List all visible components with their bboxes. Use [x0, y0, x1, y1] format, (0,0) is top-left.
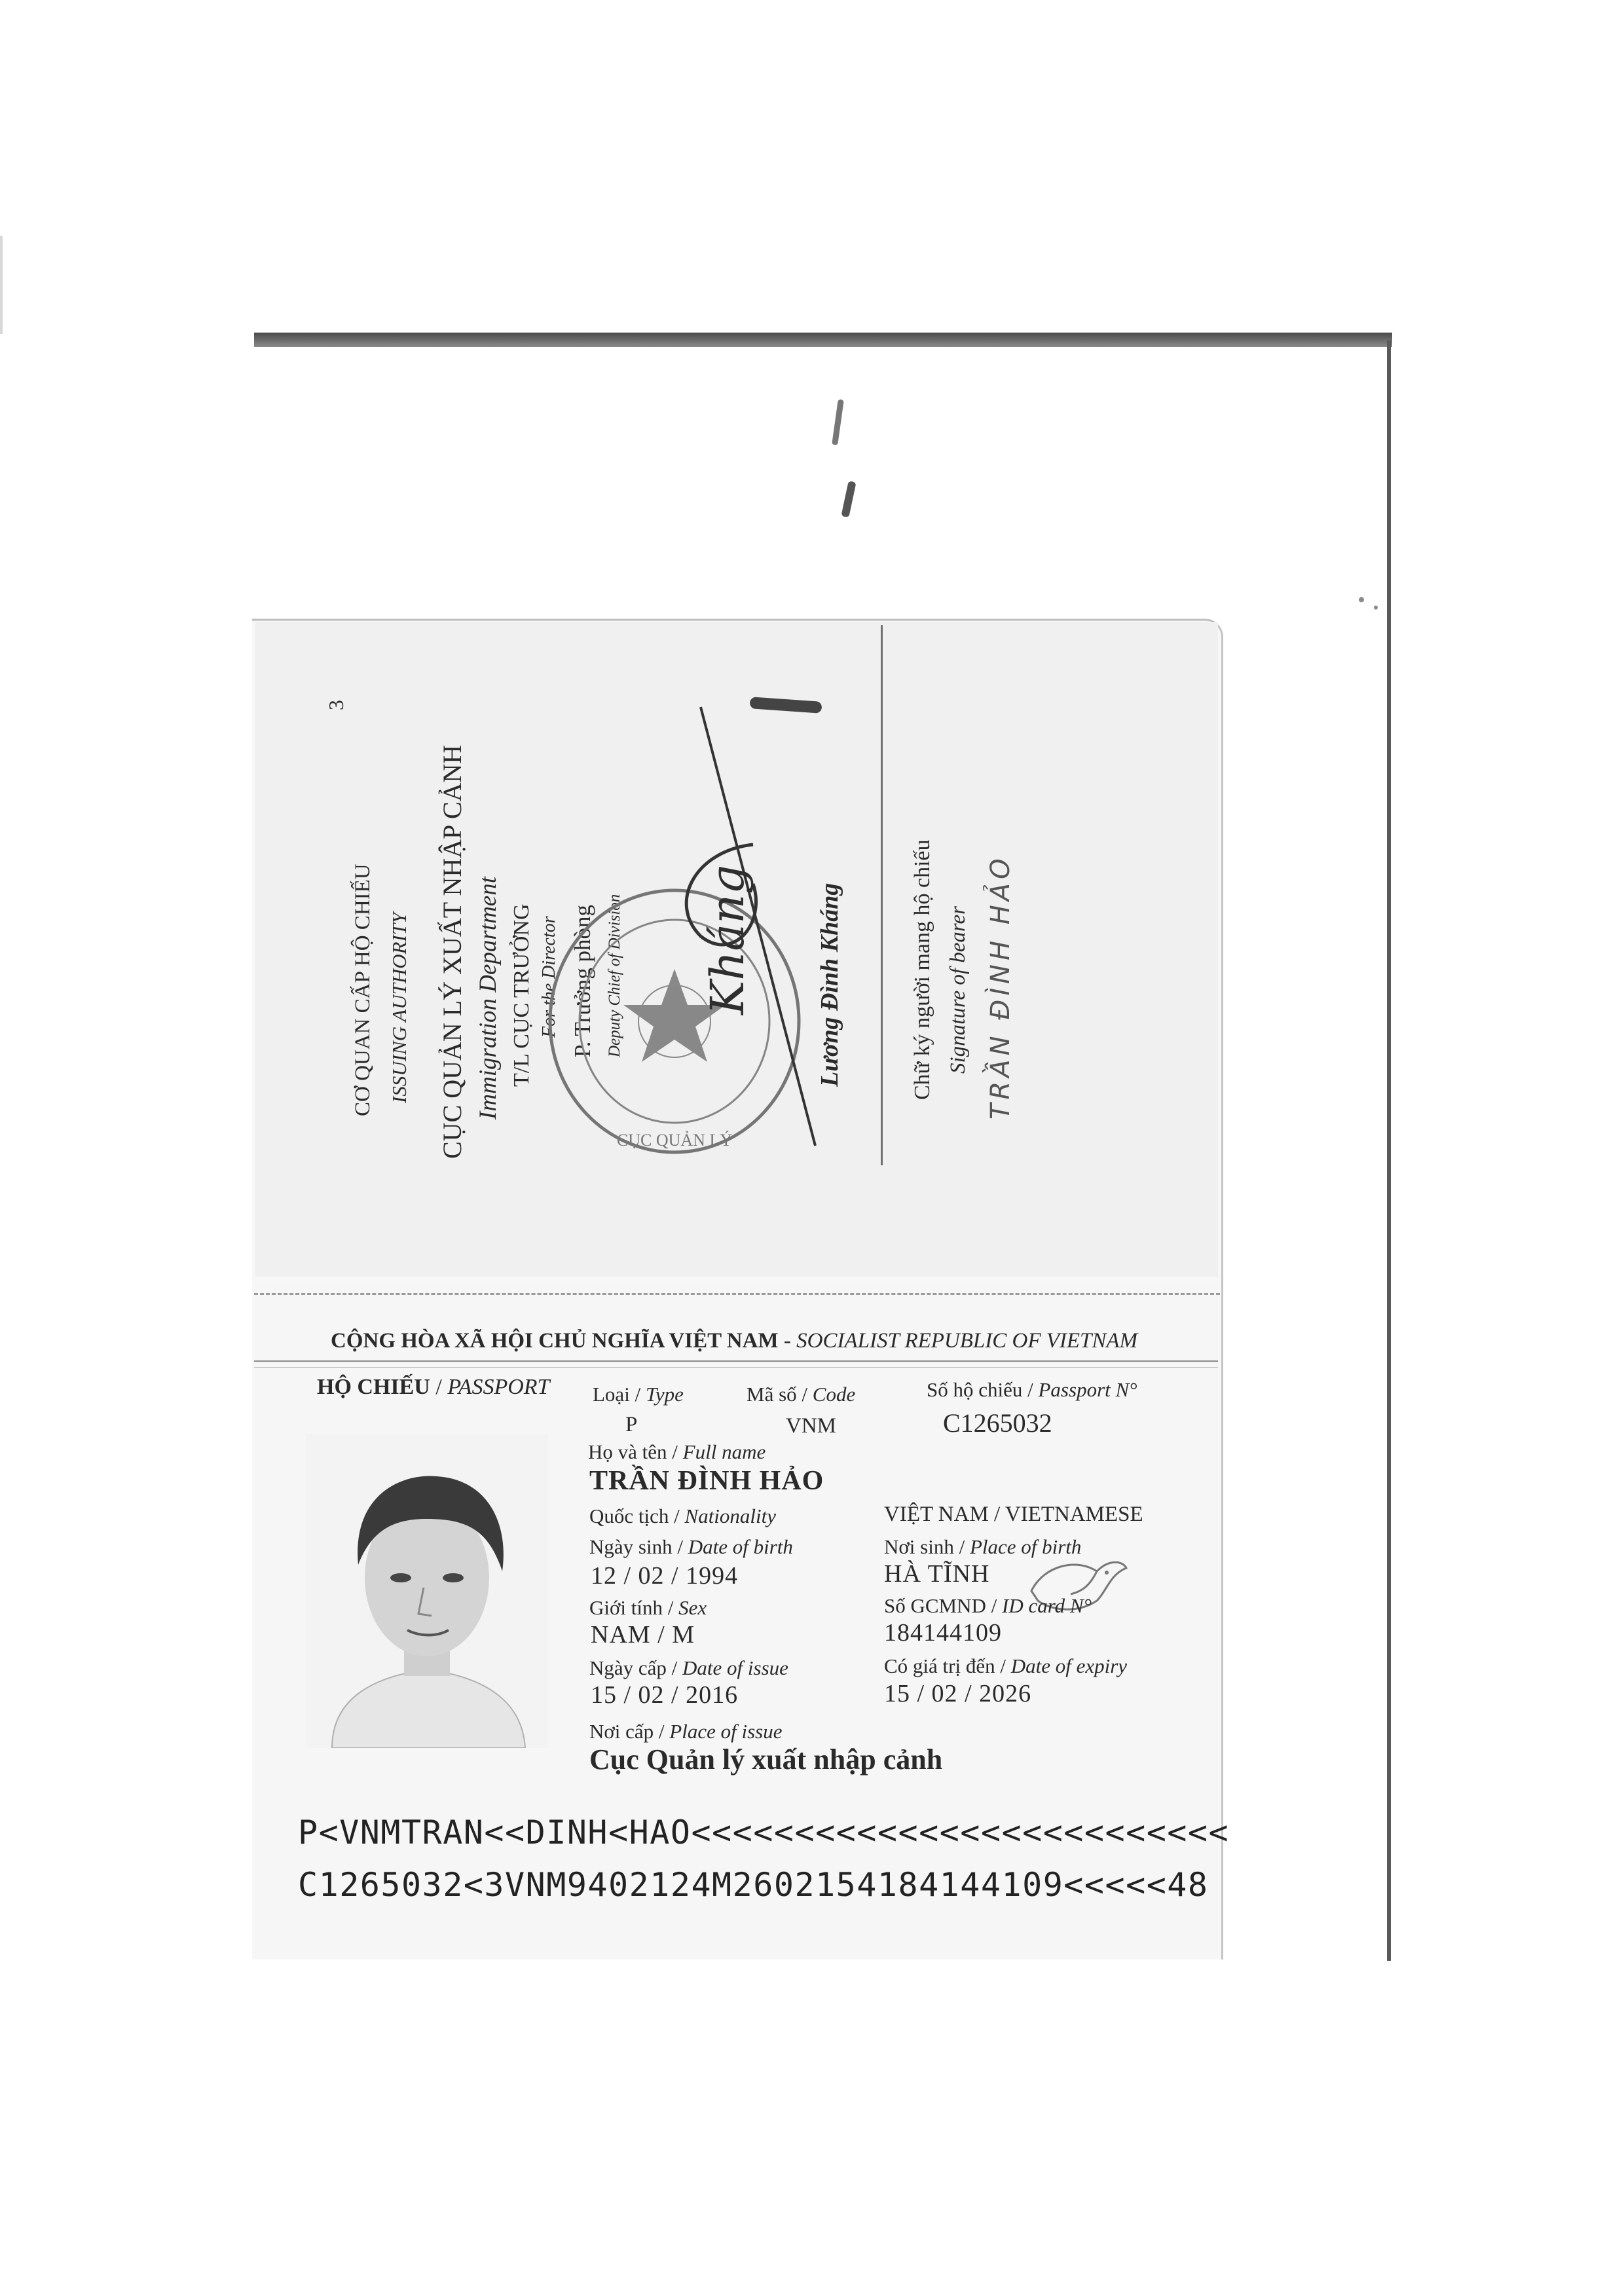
dob-value: 12 / 02 / 1994	[591, 1562, 739, 1590]
sex-label: Giới tính / Sex	[589, 1596, 707, 1619]
issuing-dept-vn: CỤC QUẢN LÝ XUẤT NHẬP CẢNH	[437, 744, 467, 1159]
type-value: P	[625, 1413, 638, 1436]
speck	[1359, 597, 1364, 602]
issuing-dept-en: Immigration Department	[475, 877, 502, 1120]
code-value: VNM	[786, 1414, 837, 1438]
issuing-authority-en: ISSUING AUTHORITY	[388, 912, 411, 1103]
pob-label: Nơi sinh / Place of birth	[884, 1535, 1082, 1558]
header-rule-thin	[254, 1367, 1218, 1368]
dob-label: Ngày sinh / Date of birth	[589, 1535, 793, 1558]
mrz-line-2: C1265032<3VNM9402124M2602154184144109<<<<<48	[298, 1866, 1209, 1904]
id-card-value: 184144109	[884, 1619, 1002, 1647]
nationality-value: VIỆT NAM / VIETNAMESE	[884, 1503, 1143, 1526]
sex-value: NAM / M	[591, 1621, 695, 1649]
bearer-signature-label-en: Signature of bearer	[946, 905, 970, 1074]
id-card-label: Số GCMND / ID card N°	[884, 1594, 1092, 1617]
country-header-vn: CỘNG HÒA XÃ HỘI CHỦ NGHĨA VIỆT NAM	[331, 1329, 779, 1353]
place-of-issue-label: Nơi cấp / Place of issue	[589, 1720, 783, 1743]
page-number: 3	[324, 700, 348, 710]
speck	[1374, 606, 1378, 610]
place-of-issue-value: Cục Quản lý xuất nhập cảnh	[589, 1743, 943, 1776]
scan-top-border	[254, 333, 1392, 347]
holder-photo	[306, 1434, 548, 1748]
portrait-eye-left	[390, 1573, 411, 1582]
mrz-line-1: P<VNMTRAN<<DINH<HAO<<<<<<<<<<<<<<<<<<<<<<<<<<	[298, 1813, 1230, 1851]
document-title-en: PASSPORT	[447, 1375, 550, 1399]
scan-right-border	[1387, 340, 1391, 1961]
pob-value: HÀ TĨNH	[884, 1560, 990, 1588]
bearer-signature: TRẦN ĐÌNH HẢO	[986, 854, 1016, 1120]
code-label: Mã số / Code	[747, 1383, 856, 1406]
portrait-image	[306, 1434, 548, 1748]
document-title-vn: HỘ CHIẾU	[317, 1375, 430, 1399]
country-header: CỘNG HÒA XÃ HỘI CHỦ NGHĨA VIỆT NAM - SOCIALIST REPUBLIC OF VIETNAM	[331, 1329, 1138, 1353]
date-of-expiry-label: Có giá trị đến / Date of expiry	[884, 1654, 1128, 1677]
issuer-signature-text: Kháng	[701, 864, 754, 1015]
for-director-en: For the Director	[539, 916, 559, 1038]
issuing-authority-vn: CƠ QUAN CẤP HỘ CHIẾU	[351, 864, 375, 1116]
stamp-text: CỤC QUẢN LÝ	[616, 1131, 733, 1150]
deputy-chief-vn: P. Trưởng phòng	[570, 905, 595, 1057]
bearer-signature-label-vn: Chữ ký người mang hộ chiếu	[910, 839, 934, 1100]
portrait-eye-right	[443, 1573, 464, 1582]
full-name-value: TRẦN ĐÌNH HẢO	[589, 1466, 824, 1496]
country-header-en: SOCIALIST REPUBLIC OF VIETNAM	[796, 1329, 1138, 1353]
passport-no-label: Số hộ chiếu / Passport N°	[927, 1378, 1137, 1401]
fold-line	[254, 1293, 1220, 1295]
scan-mark	[841, 481, 856, 517]
document-title: HỘ CHIẾU / PASSPORT	[317, 1375, 550, 1399]
signatory-name: Lương Đình Kháng	[816, 883, 843, 1087]
deputy-chief-en: Deputy Chief of Division	[606, 894, 623, 1057]
header-rule	[254, 1360, 1218, 1362]
scan-mark	[832, 399, 844, 446]
signature-divider	[881, 625, 883, 1165]
date-of-issue-value: 15 / 02 / 2016	[591, 1681, 739, 1709]
date-of-issue-label: Ngày cấp / Date of issue	[589, 1656, 788, 1679]
nationality-label: Quốc tịch / Nationality	[589, 1504, 777, 1527]
date-of-expiry-value: 15 / 02 / 2026	[884, 1680, 1032, 1707]
for-director-vn: T/L CỤC TRƯỞNG	[509, 903, 534, 1087]
full-name-label: Họ và tên / Full name	[588, 1440, 766, 1463]
issuer-signature	[655, 687, 838, 1159]
passport-no-value: C1265032	[943, 1408, 1052, 1438]
scan-left-edge	[0, 236, 3, 334]
type-label: Loại / Type	[593, 1383, 684, 1406]
